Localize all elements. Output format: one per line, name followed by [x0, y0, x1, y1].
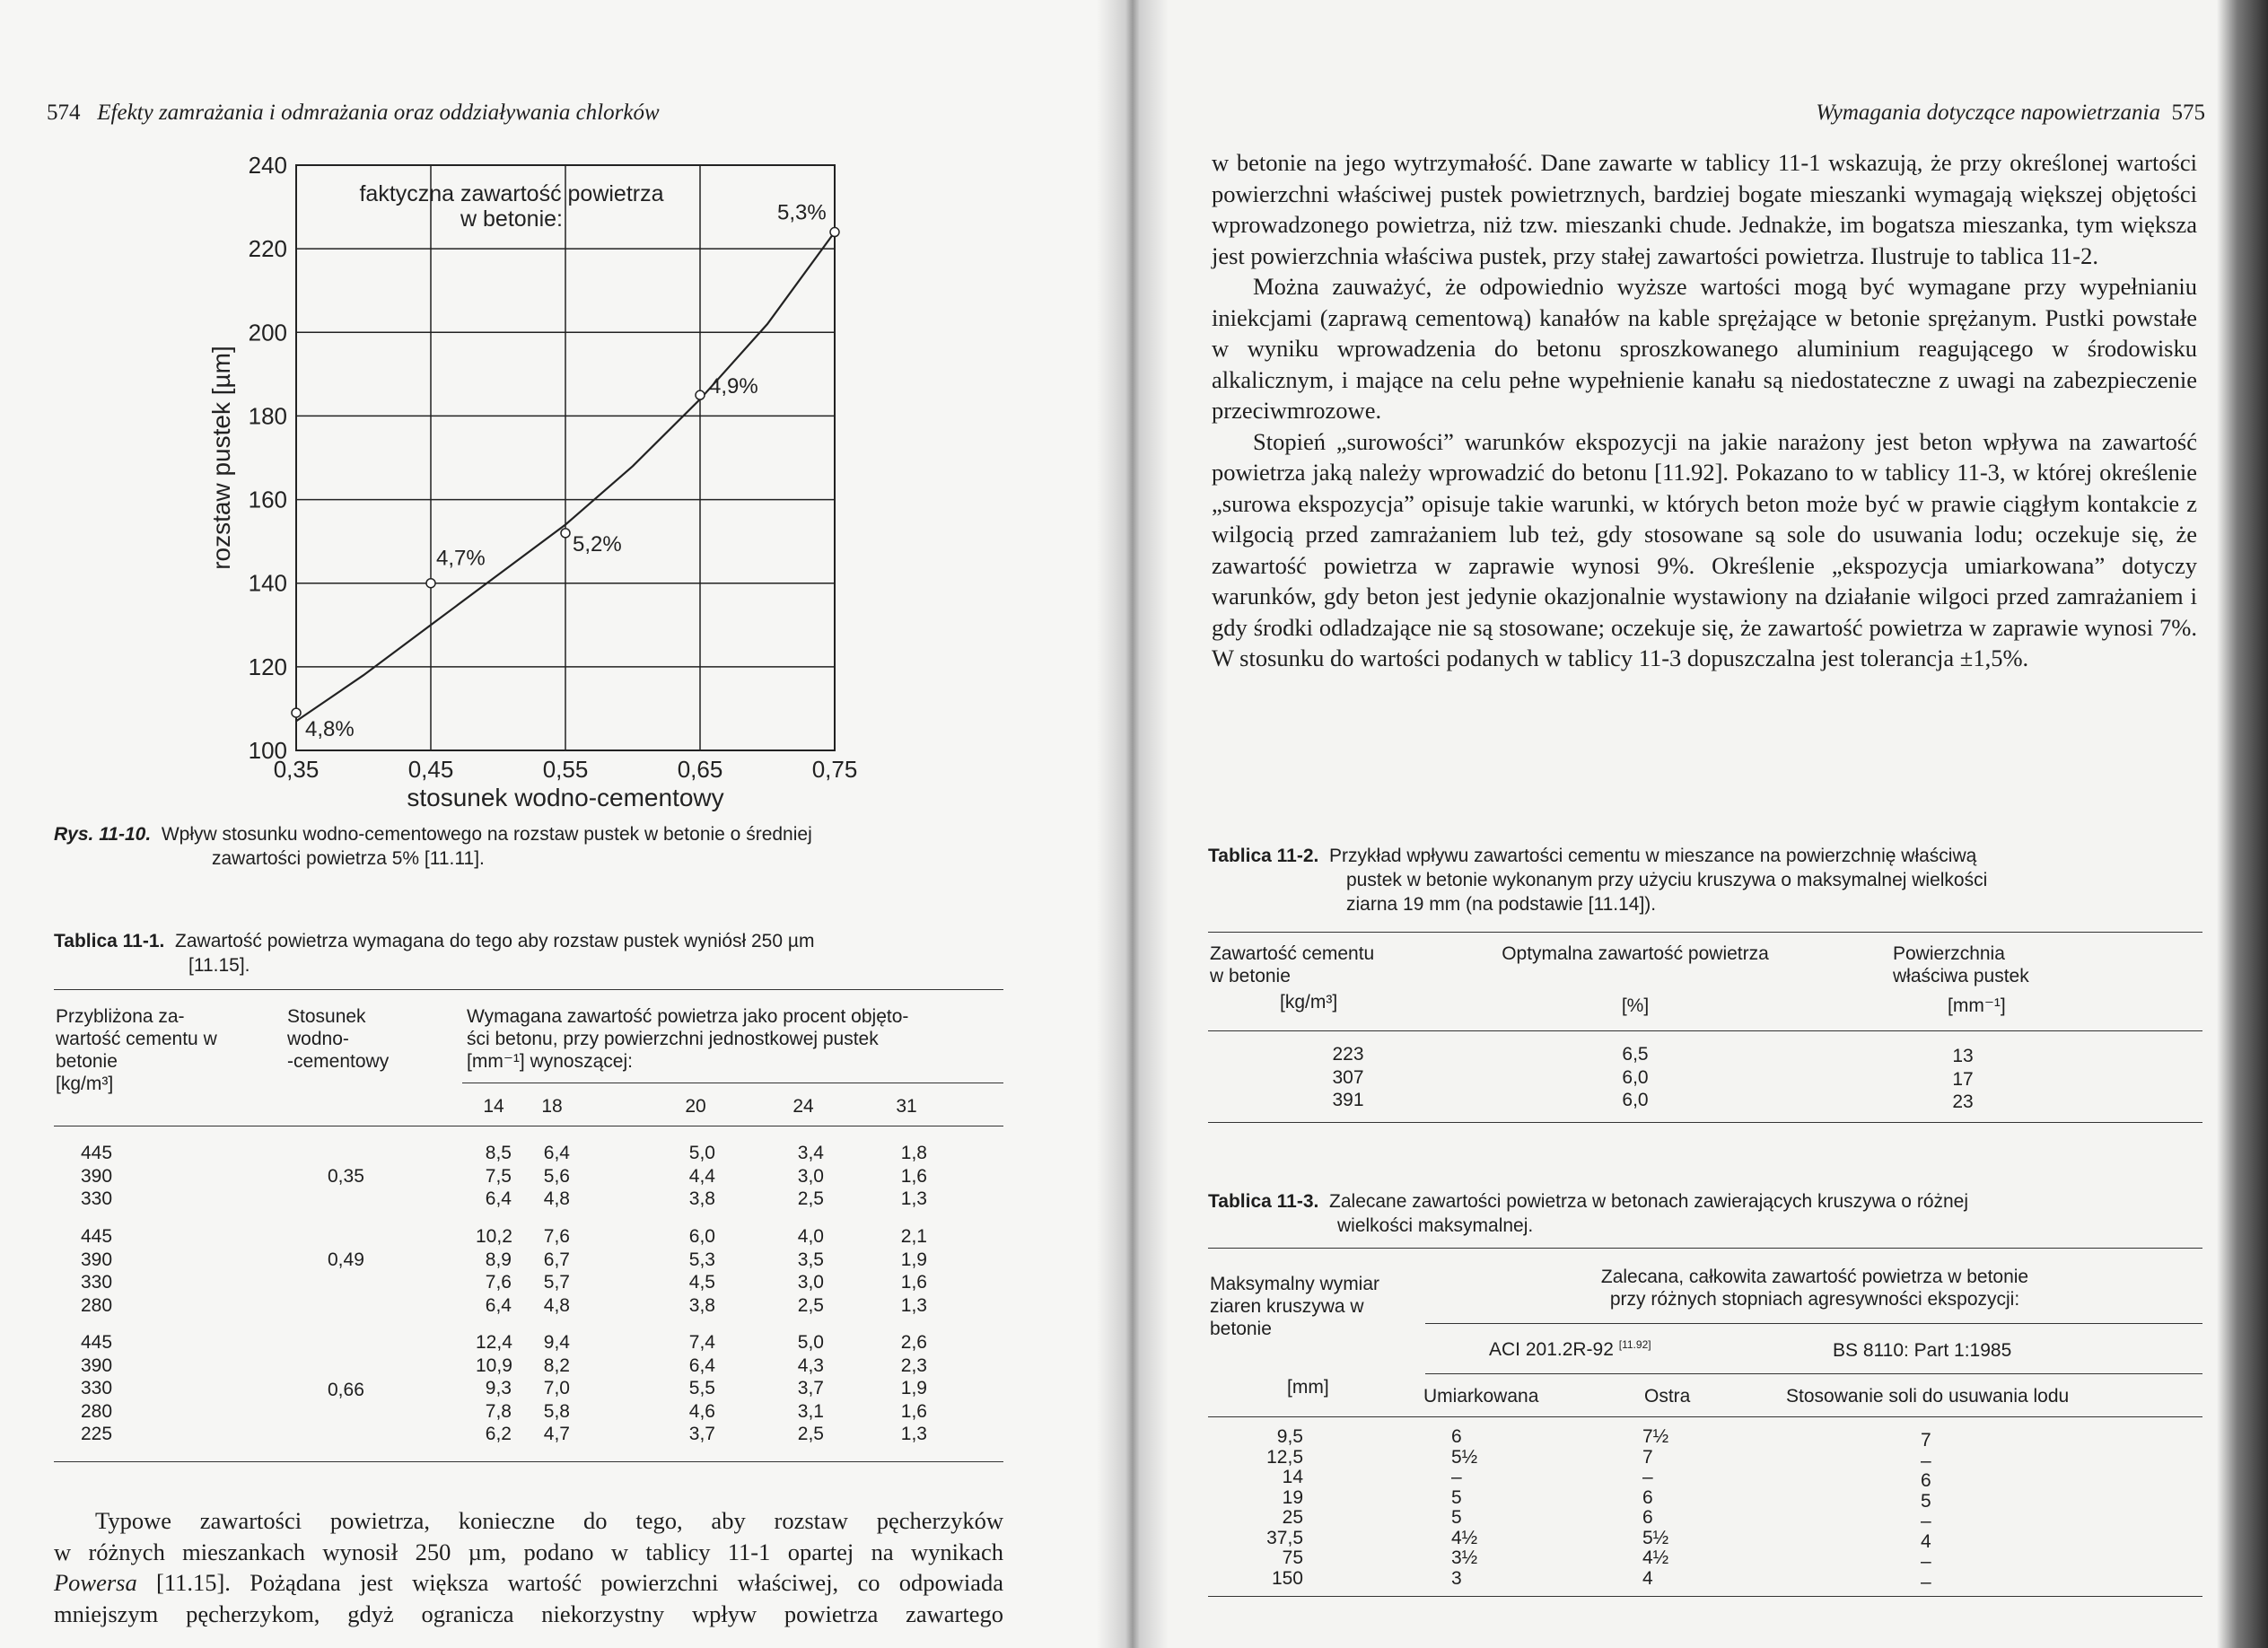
left-page-number: 574 — [47, 101, 81, 125]
data-point-label: 5,3% — [777, 200, 827, 225]
table1-title-line1: Zawartość powietrza wymagana do tego aby rozstaw pustek wyniósł 250 µm — [175, 931, 815, 951]
table1-g1-v18: 6,4 5,6 4,8 — [543, 1143, 570, 1209]
table3-ostra: Ostra — [1644, 1386, 1691, 1407]
table3-c3: 7½ 7 – 6 6 5½ 4½ 4 — [1642, 1426, 1669, 1589]
table3-sol: Stosowanie soli do usuwania lodu — [1786, 1386, 2070, 1407]
table1-g2-wc: 0,49 — [328, 1249, 364, 1270]
y-tick-label: 220 — [248, 235, 287, 263]
data-point-label: 4,8% — [305, 717, 355, 742]
y-tick-label: 120 — [248, 653, 287, 680]
data-point — [292, 708, 301, 717]
right-page — [1133, 0, 2268, 1648]
table2-title-line1: Przykład wpływu zawartości cementu w mieszance na powierzchnię właściwą — [1329, 846, 1977, 866]
x-tick-label: 0,75 — [811, 756, 858, 783]
right-running-head — [1816, 101, 2205, 126]
figure-caption — [54, 822, 1005, 871]
table1-col1-header: Przybliżona za- wartość cementu w betonie [kg/m³] — [56, 1006, 217, 1094]
y-tick-label: 240 — [248, 152, 287, 179]
data-point — [426, 579, 435, 588]
figure-caption-line1: Wpływ stosunku wodno-cementowego na rozstaw pustek w betonie o średniej — [161, 824, 812, 845]
table1-g2-v31: 2,1 1,9 1,6 1,3 — [900, 1226, 927, 1316]
right-body-text — [1212, 147, 2197, 674]
table1-g1-cement: 445 390 330 — [81, 1143, 113, 1209]
table2-title-line3: ziarna 19 mm (na podstawie [11.14]). — [1346, 894, 1657, 915]
table1-g2-v14: 10,2 8,9 7,6 6,4 — [476, 1226, 512, 1316]
table3-top-rule — [1208, 1248, 2202, 1249]
table3-title-line2: wielkości maksymalnej. — [1337, 1215, 1534, 1236]
right-para-c: Stopień „surowości” warunków ekspozycji na jakie narażony jest beton wpływa na zawartość powietrza jaką należy wprowadzić do betonu [11.92]. Pokazano to w tablicy 11-3, w której określenie „surowa ekspozycja” opisuje takie warunki, w których beton może być w prawie ciągłym kontakcie z wilgocią przed zamrażaniem lub też, gdy stosowane są sole do usuwania lodu; oczekuje się, że zawartość powietrza w zaprawie wynosi 9%. Określenie „ekspozycja umiarkowana” dotyczy warunków, gdy beton jest jedynie okazjonalnie wystawiony na działanie wilgoci przed zamrażaniem i gdy środki odladzające nie są stosowane; oczekuje się, że zawartość powietrza w zaprawie wynosi 7%. W stosunku do wartości podanych w tablicy 11-3 dopuszczalna jest tolerancja ±1,5%. — [1212, 427, 2197, 671]
right-para-b: Można zauważyć, że odpowiednio wyższe wartości mogą być wymagane przy wypełnianiu iniekcjami (zaprawą cementową) kanałów na kable sprężające w betonie sprężanym. Pustki powstałe w wyniku wprowadzenia do betonu sproszkowanego aluminium reagującego w środowisku alkalicznym, i mające na celu pełne wypełnienie kanału są niedostateczne z uwagi na zabezpieczenie przeciwmrozowe. — [1212, 273, 2197, 424]
right-running-title: Wymagania dotyczące napowietrzania — [1816, 101, 2160, 125]
data-point — [696, 390, 705, 399]
table1-g2-v18: 7,6 6,7 5,7 4,8 — [543, 1226, 570, 1316]
table1-surface-14: 14 — [483, 1096, 504, 1117]
data-point-label: 4,7% — [436, 546, 486, 571]
spacing-chart — [180, 144, 898, 826]
table3-span-header: Zalecana, całkowita zawartość powietrza w betonie przy różnych stopniach agresywności ekspozycji: — [1600, 1267, 2029, 1310]
left-para-line1: Typowe zawartości powietrza, konieczne do tego, aby rozstaw pęcherzyków — [95, 1507, 1003, 1534]
x-axis-label: stosunek wodno-cementowy — [407, 784, 724, 811]
table2-c2: 6,5 6,0 6,0 — [1622, 1044, 1649, 1110]
table2-h1-unit: [kg/m³] — [1280, 992, 1338, 1012]
table2-c1: 223 307 391 — [1332, 1044, 1364, 1110]
box-label-line1: faktyczna zawartość powietrza — [359, 181, 664, 206]
table2-header-rule — [1208, 1030, 2202, 1031]
table3-c1: 9,5 12,5 14 19 25 37,5 75 150 — [1266, 1426, 1303, 1589]
table1-g3-v18: 9,4 8,2 7,0 5,8 4,7 — [543, 1332, 570, 1444]
table1-g3-v14: 12,4 10,9 9,3 7,8 6,2 — [476, 1332, 512, 1444]
table2-bottom-rule — [1208, 1122, 2202, 1123]
table1-g1-v14: 8,5 7,5 6,4 — [485, 1143, 512, 1209]
table2-label: Tablica 11-2. — [1208, 846, 1319, 866]
right-page-number: 575 — [2171, 101, 2205, 125]
table3-aci-ref: [11.92] — [1618, 1338, 1651, 1351]
figure-caption-label: Rys. 11-10. — [54, 824, 152, 845]
table1-surface-24: 24 — [792, 1096, 814, 1117]
table2-h1: Zawartość cementu w betonie — [1210, 943, 1375, 986]
data-point — [561, 529, 570, 538]
left-running-title: Efekty zamrażania i odmrażania oraz oddziaływania chlorków — [97, 101, 660, 125]
table3-c4: 7 – 6 5 – 4 – – — [1921, 1430, 1931, 1592]
table1-g1-v24: 3,4 3,0 2,5 — [797, 1143, 824, 1209]
x-tick-label: 0,45 — [407, 756, 454, 783]
table1-surface-20: 20 — [685, 1096, 706, 1117]
left-para-line2: w różnych mieszankach wynosił 250 µm, podano w tablicy 11-1 opartej na wynikach — [54, 1538, 1003, 1565]
y-tick-label: 160 — [248, 486, 287, 513]
table2-h3: Powierzchnia właściwa pustek — [1893, 943, 2029, 986]
table1-g3-v31: 2,6 2,3 1,9 1,6 1,3 — [900, 1332, 927, 1444]
book-edge-shadow — [2217, 0, 2268, 1648]
table1-g1-v31: 1,8 1,6 1,3 — [900, 1143, 927, 1209]
table1-g3-v24: 5,0 4,3 3,7 3,1 2,5 — [797, 1332, 824, 1444]
table1-title-line2: [11.15]. — [188, 955, 250, 976]
box-label-line2: w betonie: — [460, 206, 563, 232]
y-tick-label: 100 — [248, 737, 287, 764]
book-gutter — [1097, 0, 1169, 1648]
data-point-label: 4,9% — [709, 374, 758, 399]
table3-bottom-rule — [1208, 1596, 2202, 1597]
table3-c2: 6 5½ – 5 5 4½ 3½ 3 — [1451, 1426, 1478, 1589]
table1-g1-v20: 5,0 4,4 3,8 — [688, 1143, 715, 1209]
table1-bottom-rule — [54, 1461, 1003, 1462]
x-tick-label: 0,55 — [542, 756, 589, 783]
table1-g3-wc: 0,66 — [328, 1380, 364, 1400]
x-tick-label: 0,35 — [273, 756, 320, 783]
y-axis-label: rozstaw pustek [µm] — [207, 346, 235, 570]
table1-g3-v20: 7,4 6,4 5,5 4,6 3,7 — [688, 1332, 715, 1444]
table3-bs-header: BS 8110: Part 1:1985 — [1833, 1340, 2012, 1361]
table3-caption — [1208, 1189, 2204, 1238]
data-point — [830, 228, 839, 237]
table1-g2-v20: 6,0 5,3 4,5 3,8 — [688, 1226, 715, 1316]
table1-col2-header: Stosunek wodno- -cementowy — [287, 1006, 390, 1072]
y-tick-label: 180 — [248, 402, 287, 430]
left-para-line3-rest: [11.15]. Pożądana jest większa wartość powierzchni właściwej, co odpowiada — [136, 1569, 1003, 1596]
table1-surface-31: 31 — [896, 1096, 917, 1117]
table2-title-line2: pustek w betonie wykonanym przy użyciu kruszywa o maksymalnej wielkości — [1346, 870, 1988, 890]
table2-c3: 13 17 23 — [1952, 1046, 1974, 1112]
table3-header-rule — [1208, 1416, 2202, 1417]
table2-top-rule — [1208, 932, 2202, 933]
table1-label: Tablica 11-1. — [54, 931, 165, 951]
table3-span-rule — [1425, 1323, 2202, 1324]
table1-col3-header: Wymagana zawartość powietrza jako procent objęto- ści betonu, przy powierzchni jednostkowej pustek [mm⁻¹] wynoszącej: — [467, 1006, 909, 1072]
left-para-line4: mniejszym pęcherzykom, gdyż ogranicza niekorzystny wpływ powietrza zawartego — [54, 1600, 1003, 1627]
data-point-label: 5,2% — [573, 531, 622, 557]
left-bottom-paragraph — [54, 1505, 1003, 1629]
table3-aci-name: ACI 201.2R-92 — [1489, 1339, 1614, 1360]
table3-sub-rule — [1425, 1373, 2202, 1374]
table3-aci-header — [1489, 1334, 1651, 1361]
x-tick-label: 0,65 — [677, 756, 723, 783]
table3-h1-unit: [mm] — [1287, 1377, 1329, 1398]
table1-g2-cement: 445 390 330 280 — [81, 1226, 113, 1316]
table3-label: Tablica 11-3. — [1208, 1191, 1319, 1212]
table2-h2-unit: [%] — [1621, 995, 1650, 1016]
left-page — [0, 0, 1133, 1648]
y-tick-label: 140 — [248, 569, 287, 597]
table1-top-rule — [54, 989, 1003, 990]
table2-caption — [1208, 844, 2204, 916]
left-para-line3 — [54, 1567, 1003, 1599]
figure-caption-line2: zawartości powietrza 5% [11.11]. — [212, 848, 485, 869]
table2-h3-unit: [mm⁻¹] — [1948, 995, 2006, 1016]
table1-g1-wc: 0,35 — [328, 1166, 364, 1187]
left-para-powers: Powersa — [54, 1569, 137, 1596]
table1-caption — [54, 929, 1005, 977]
table2-h2: Optymalna zawartość powietrza — [1502, 943, 1769, 964]
table1-g3-cement: 445 390 330 280 225 — [81, 1332, 113, 1444]
table3-umiarkowana: Umiarkowana — [1423, 1386, 1539, 1407]
table1-g2-v24: 4,0 3,5 3,0 2,5 — [797, 1226, 824, 1316]
table3-h1: Maksymalny wymiar ziaren kruszywa w betonie — [1210, 1274, 1380, 1339]
table3-title-line1: Zalecane zawartości powietrza w betonach zawierających kruszywa o różnej — [1329, 1191, 1969, 1212]
table1-surface-18: 18 — [541, 1096, 563, 1117]
right-para-a: w betonie na jego wytrzymałość. Dane zawarte w tablicy 11-1 wskazują, że przy określonej wartości powierzchni właściwej pustek powietrznych, bardziej bogate mieszanki wymagają większej objętości wprowadzonego powietrza, niż tzw. mieszanki chude. Jednakże, im bogatsza mieszanka, tym większa jest powierzchnia właściwa pustek, przy stałej zawartości powietrza. Ilustruje to tablica 11-2. — [1212, 149, 2197, 269]
left-running-head — [47, 101, 660, 126]
y-tick-label: 200 — [248, 319, 287, 346]
